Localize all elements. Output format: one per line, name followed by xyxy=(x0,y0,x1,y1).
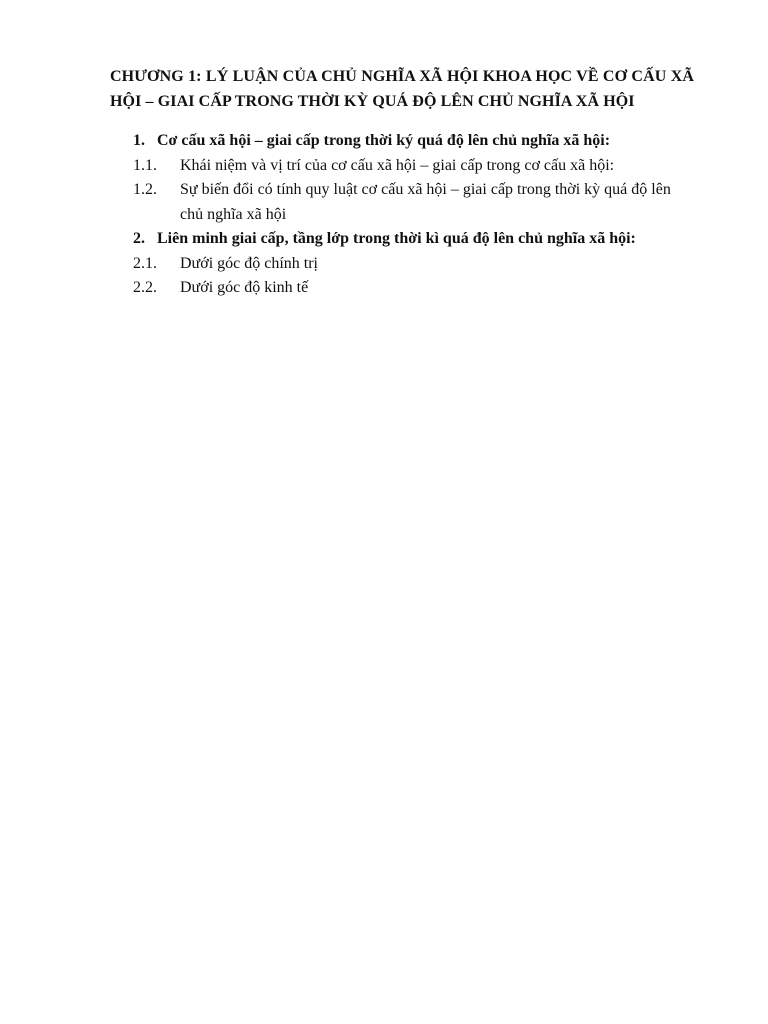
subsection-item xyxy=(110,276,694,301)
section-number: 1. xyxy=(133,132,145,149)
subsection-number: 2.1. xyxy=(133,254,157,272)
section-title: Liên minh giai cấp, tầng lớp trong thời kì quá độ lên chủ nghĩa xã hội: xyxy=(157,230,636,247)
subsection-title: Dưới góc độ kinh tế xyxy=(180,279,309,296)
chapter-title: CHƯƠNG 1: LÝ LUẬN CỦA CHỦ NGHĨA XÃ HỘI KHOA HỌC VỀ CƠ CẤU XÃ HỘI – GIAI CẤP TRONG THỜI KỲ QUÁ ĐỘ LÊN CHỦ NGHĨA XÃ HỘI xyxy=(110,68,694,110)
subsection-title: Sự biến đổi có tính quy luật cơ cấu xã hội – giai cấp trong thời kỳ quá độ lên chủ nghĩa xã hội xyxy=(180,181,671,223)
section-number: 2. xyxy=(133,230,145,247)
subsection-number: 1.2. xyxy=(133,181,157,198)
subsection-number: 1.1. xyxy=(133,156,157,174)
subsection-item xyxy=(110,178,694,227)
section-heading xyxy=(110,129,694,154)
section-heading xyxy=(110,227,694,252)
subsection-title: Dưới góc độ chính trị xyxy=(180,254,318,272)
subsection-number: 2.2. xyxy=(133,279,157,296)
document-page xyxy=(110,64,694,301)
subsection-item xyxy=(110,154,694,179)
section-title: Cơ cấu xã hội – giai cấp trong thời ký quá độ lên chủ nghĩa xã hội: xyxy=(157,132,611,149)
subsection-item xyxy=(110,252,694,277)
subsection-title: Khái niệm và vị trí của cơ cấu xã hội – giai cấp trong cơ cấu xã hội: xyxy=(180,156,615,174)
outline-list xyxy=(110,129,694,301)
